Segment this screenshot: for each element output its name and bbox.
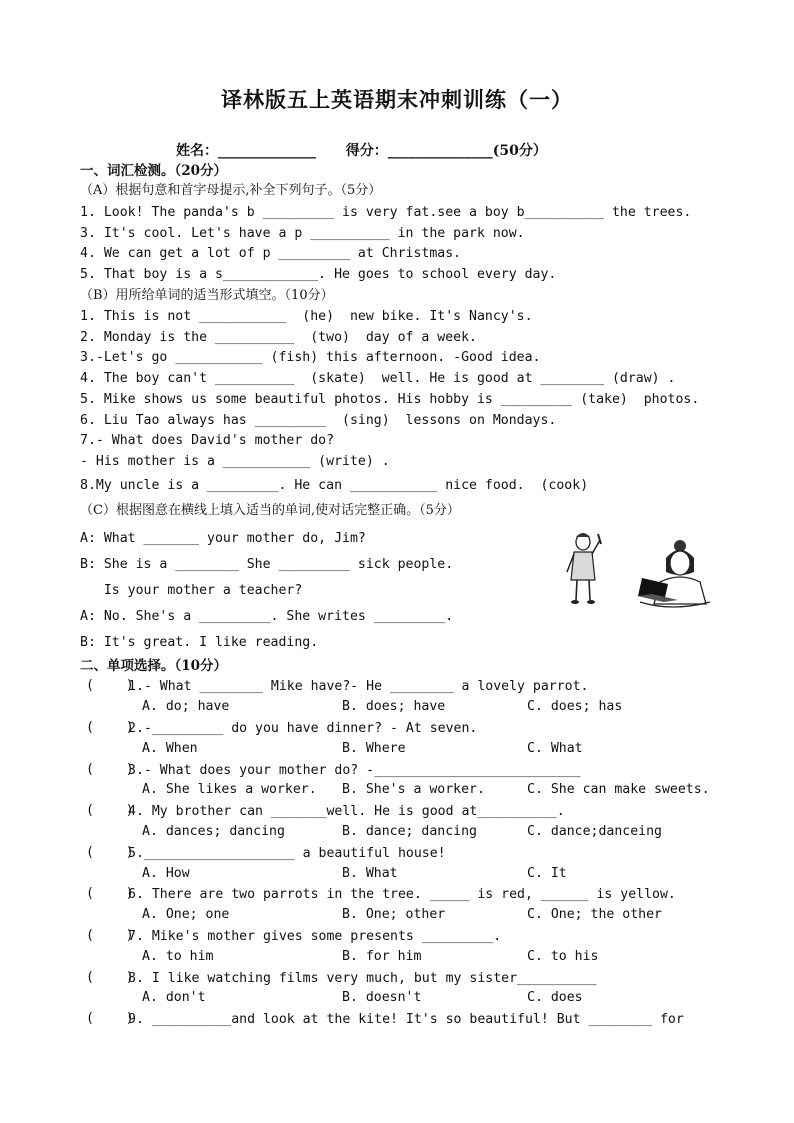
dialogue-line: A: No. She's a _________. She writes _________. xyxy=(80,609,454,624)
question-option: C. does xyxy=(527,990,583,1005)
question-option: B. doesn't xyxy=(342,990,422,1005)
partB-instruction: （B）用所给单词的适当形式填空。（10分） xyxy=(80,288,334,303)
answer-paren[interactable]: ( ) xyxy=(86,803,134,818)
partA-line: 1. Look! The panda's b _________ is very fat.see a boy b__________ the trees. xyxy=(80,205,692,220)
answer-paren[interactable]: ( ) xyxy=(86,970,134,985)
question-option: B. What xyxy=(342,866,398,881)
answer-paren[interactable]: ( ) xyxy=(86,762,134,777)
question-stem: 9. __________and look at the kite! It's so beautiful! But ________ for xyxy=(128,1012,684,1027)
dialogue-line: Is your mother a teacher? xyxy=(80,583,303,598)
question-option: C. does; has xyxy=(527,699,623,714)
partB-line: 5. Mike shows us some beautiful photos. His hobby is _________ (take) photos. xyxy=(80,392,700,407)
nurse-illustration xyxy=(562,528,604,608)
question-option: A. She likes a worker. xyxy=(142,782,317,797)
partA-line: 4. We can get a lot of p _________ at Christmas. xyxy=(80,246,462,261)
question-option: C. dance;danceing xyxy=(527,824,662,839)
name-label: 姓名：______________ xyxy=(176,143,316,159)
partA-line: 5. That boy is a s____________. He goes to school every day. xyxy=(80,267,557,282)
question-stem: 1.- What ________ Mike have?- He ________ a lovely parrot. xyxy=(128,679,589,694)
question-stem: 2.-_________ do you have dinner? - At seven. xyxy=(128,721,478,736)
question-option: B. One; other xyxy=(342,907,446,922)
dialogue-line: A: What _______ your mother do, Jim? xyxy=(80,531,366,546)
question-option: A. dances; dancing xyxy=(142,824,285,839)
question-option: A. do; have xyxy=(142,699,230,714)
score-label: 得分：_______________(50分） xyxy=(345,143,547,159)
question-option: B. Where xyxy=(342,741,406,756)
partA-line: 3. It's cool. Let's have a p __________ in the park now. xyxy=(80,226,525,241)
question-option: C. She can make sweets. xyxy=(527,782,710,797)
partB-line: 6. Liu Tao always has _________ (sing) lessons on Mondays. xyxy=(80,413,557,428)
dialogue-line: B: It's great. I like reading. xyxy=(80,635,319,650)
question-option: A. When xyxy=(142,741,198,756)
question-stem: 7. Mike's mother gives some presents _________. xyxy=(128,929,502,944)
partB-line: 7.- What does David's mother do? xyxy=(80,433,335,448)
partB-line: - His mother is a ___________ (write) . xyxy=(80,454,390,469)
answer-paren[interactable]: ( ) xyxy=(86,1011,134,1026)
question-stem: 6. There are two parrots in the tree. _____ is red, ______ is yellow. xyxy=(128,887,676,902)
question-stem: 5.___________________ a beautiful house! xyxy=(128,846,446,861)
section1-heading: 一、词汇检测。（20分） xyxy=(80,163,228,179)
question-option: A. How xyxy=(142,866,190,881)
question-option: B. does; have xyxy=(342,699,446,714)
question-option: B. for him xyxy=(342,949,422,964)
answer-paren[interactable]: ( ) xyxy=(86,886,134,901)
partB-line: 3.-Let's go ___________ (fish) this afternoon. -Good idea. xyxy=(80,350,541,365)
question-option: B. She's a worker. xyxy=(342,782,485,797)
question-option: C. It xyxy=(527,866,567,881)
answer-paren[interactable]: ( ) xyxy=(86,720,134,735)
partA-instruction: （A）根据句意和首字母提示,补全下列句子。（5分） xyxy=(80,183,382,198)
question-option: A. don't xyxy=(142,990,206,1005)
question-option: C. to his xyxy=(527,949,599,964)
question-stem: 8. I like watching films very much, but my sister__________ xyxy=(128,971,597,986)
question-option: A. One; one xyxy=(142,907,230,922)
partC-instruction: （C）根据图意在横线上填入适当的单词,使对话完整正确。（5分） xyxy=(80,503,460,518)
partB-line: 4. The boy can't __________ (skate) well. He is good at ________ (draw) . xyxy=(80,371,676,386)
writer-illustration xyxy=(634,538,712,610)
question-option: C. One; the other xyxy=(527,907,662,922)
name-score-bar xyxy=(176,140,547,160)
partB-line: 8.My uncle is a _________. He can ___________ nice food. (cook) xyxy=(80,478,589,493)
answer-paren[interactable]: ( ) xyxy=(86,928,134,943)
page-title: 译林版五上英语期末冲刺训练（一） xyxy=(221,87,573,112)
question-stem: 3.- What does your mother do? -__________________________ xyxy=(128,763,581,778)
section2-heading: 二、单项选择。（10分） xyxy=(80,658,228,674)
question-option: C. What xyxy=(527,741,583,756)
question-option: A. to him xyxy=(142,949,214,964)
dialogue-line: B: She is a ________ She _________ sick people. xyxy=(80,557,454,572)
question-stem: 4. My brother can _______well. He is good at__________. xyxy=(128,804,565,819)
answer-paren[interactable]: ( ) xyxy=(86,678,134,693)
partB-line: 1. This is not ___________ (he) new bike. It's Nancy's. xyxy=(80,309,533,324)
answer-paren[interactable]: ( ) xyxy=(86,845,134,860)
partB-line: 2. Monday is the __________ (two) day of a week. xyxy=(80,330,477,345)
question-option: B. dance; dancing xyxy=(342,824,477,839)
